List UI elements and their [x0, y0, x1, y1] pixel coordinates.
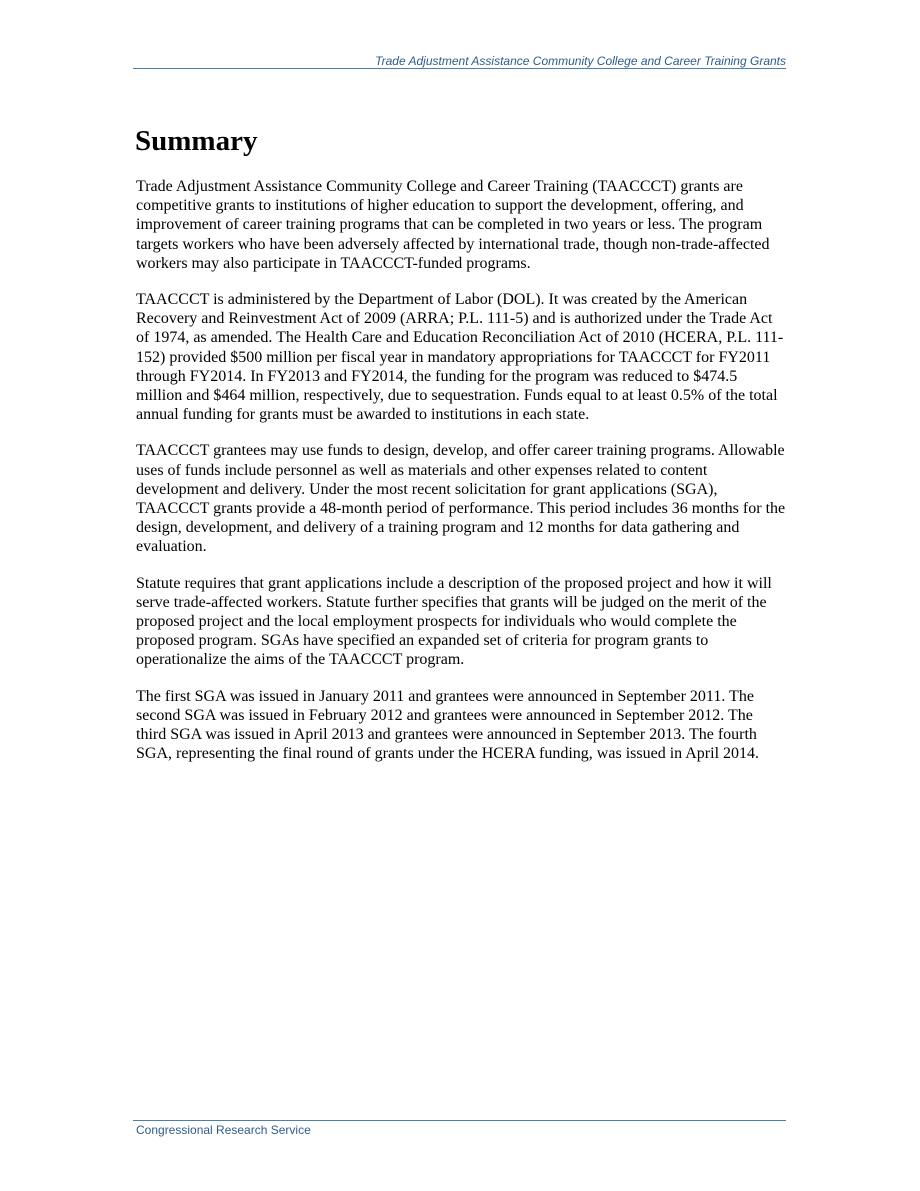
footer-divider — [133, 1120, 786, 1121]
header-divider — [133, 68, 786, 69]
paragraph-overview: Trade Adjustment Assistance Community College and Career Training (TAACCCT) grants are competitive grants to institutions of higher education to support the development, offering, and improvement of career training programs that can be completed in two years or less. The program targets workers who have been adversely affected by international trade, though non-trade-affected workers may also participate in TAACCCT-funded programs. — [136, 178, 770, 272]
summary-body — [136, 177, 786, 780]
running-footer: Congressional Research Service — [136, 1123, 311, 1137]
paragraph-administration: TAACCCT is administered by the Department of Labor (DOL). It was created by the American Recovery and Reinvestment Act of 2009 (ARRA; P.L. 111-5) and is authorized under the Trade Act of 1974, as amended. The Health Care and Education Reconciliation Act of 2010 (HCERA, P.L. 111-152) provided $500 million per fiscal year in mandatory appropriations for TAACCCT for FY2011 through FY2014. In FY2013 and FY2014, the funding for the program was reduced to $474.5 million and $464 million, respectively, due to sequestration. Funds equal to at least 0.5% of the total annual funding for grants must be awarded to institutions in each state. — [136, 291, 784, 424]
paragraph-uses-of-funds: TAACCCT grantees may use funds to design, develop, and offer career training programs. Allowable uses of funds include personnel as well as materials and other expenses related to content development and delivery. Under the most recent solicitation for grant applications (SGA), TAACCCT grants provide a 48-month period of performance. This period includes 36 months for the design, development, and delivery of a training program and 12 months for data gathering and evaluation. — [136, 442, 786, 556]
paragraph-sga-timeline: The first SGA was issued in January 2011 and grantees were announced in September 2011. The second SGA was issued in February 2012 and grantees were announced in September 2012. The third SGA was issued in April 2013 and grantees were announced in September 2013. The fourth SGA, representing the final round of grants under the HCERA funding, was issued in April 2014. — [136, 687, 760, 763]
page-title: Summary — [135, 125, 258, 157]
paragraph-statute-requirements: Statute requires that grant applications include a description of the proposed project and how it will serve trade-affected workers. Statute further specifies that grants will be judged on the merit of the proposed project and the local employment prospects for individuals who would complete the proposed program. SGAs have specified an expanded set of criteria for program grants to operationalize the aims of the TAACCCT program. — [136, 574, 772, 669]
running-header: Trade Adjustment Assistance Community College and Career Training Grants — [375, 54, 786, 68]
